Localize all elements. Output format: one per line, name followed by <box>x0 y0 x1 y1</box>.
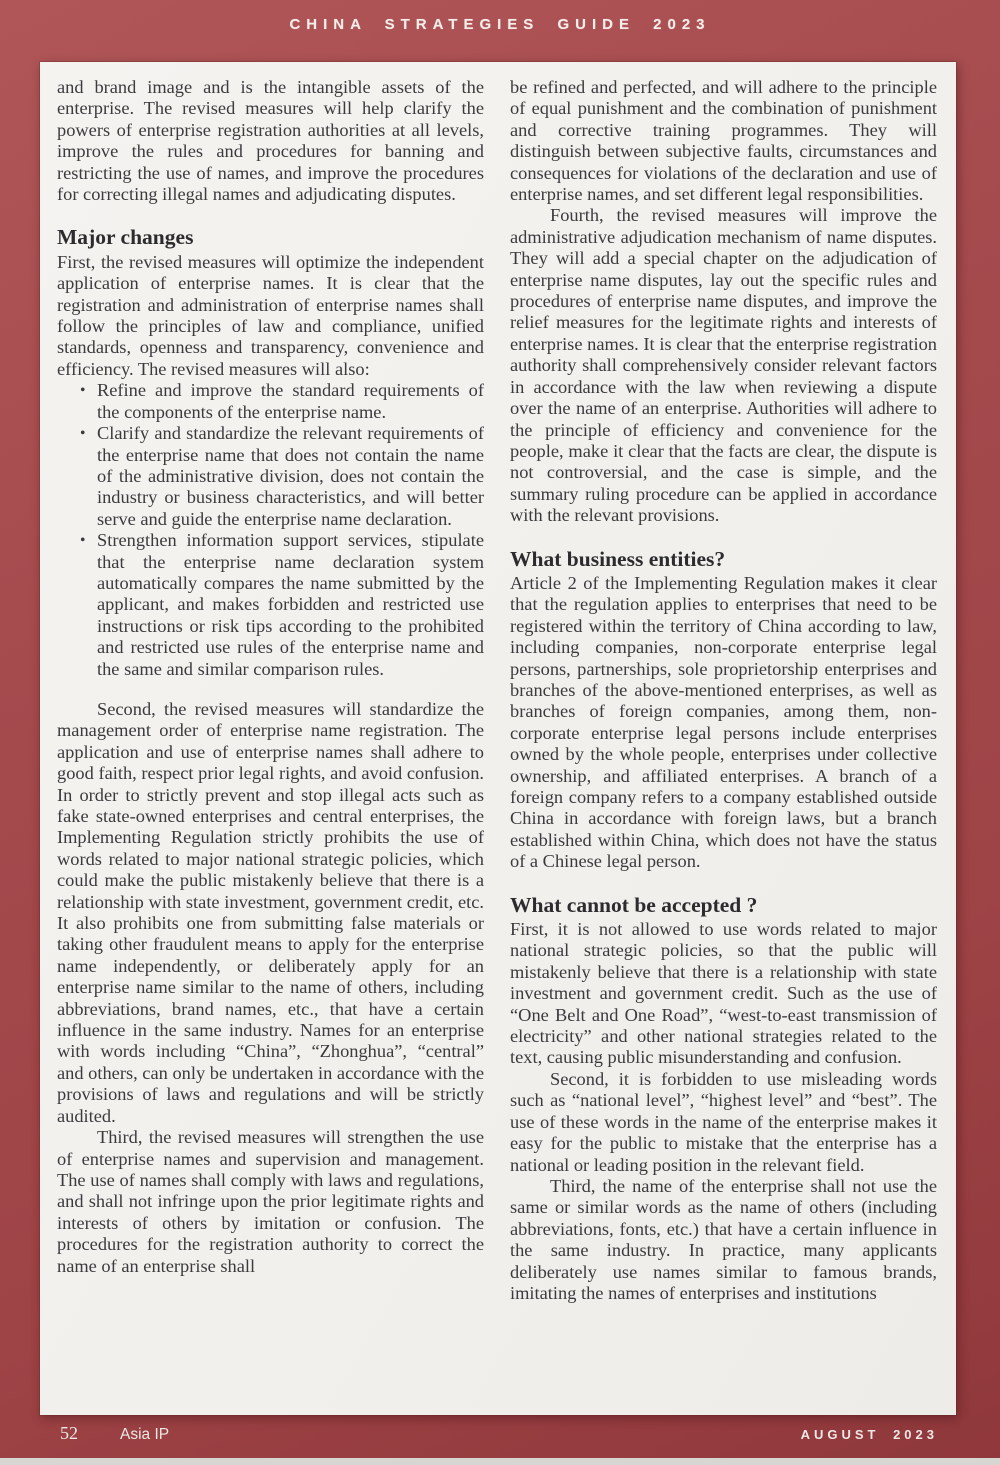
paragraph: be refined and perfected, and will adhere to the principle of equal punishment and the combination of punishment and corrective training programmes. They will distinguish between subjective faults, circumstances and consequences for violations of the declaration and use of enterprise names, and set different legal responsibilities. <box>510 77 937 205</box>
paragraph: Article 2 of the Implementing Regulation makes it clear that the regulation applies to enterprises that need to be registered within the territory of China according to law, including companies, non-corporate enterprise legal persons, partnerships, sole proprietorship enterprises and branches of the above-mentioned enterprises, as well as branches of foreign companies, among them, non-corporate enterprise legal persons include enterprises owned by the whole people, enterprises under collective ownership, and affiliated enterprises. A branch of a foreign company refers to a company established outside China in accordance with foreign laws, but a branch established within China, which does not have the status of a Chinese legal person. <box>510 572 937 872</box>
section-heading-major-changes: Major changes <box>57 225 194 250</box>
page-footer <box>0 1415 1000 1458</box>
scan-edge-strip <box>0 1458 1000 1465</box>
list-item <box>80 380 484 423</box>
issue-date: AUGUST 2023 <box>800 1427 938 1442</box>
footer-left-group <box>60 1423 169 1444</box>
paragraph: Third, the revised measures will strengthen the use of enterprise names and supervision and management. The use of names shall comply with laws and regulations, and shall not infringe upon the prior legitimate rights and interests of others by imitation or confusion. The procedures for the registration authority to correct the name of an enterprise shall <box>57 1127 484 1276</box>
bullet-icon: • <box>80 425 86 443</box>
list-item-text: Strengthen information support services, stipulate that the enterprise name declaration system automatically compares the name submitted by the applicant, and makes forbidden and restricted use instructions or risk tips according to the prohibited and restricted use rules of the enterprise name and the same and similar comparison rules. <box>97 530 484 679</box>
publication-name: Asia IP <box>120 1426 170 1443</box>
page-number: 52 <box>60 1423 78 1443</box>
paragraph: First, the revised measures will optimize the independent application of enterprise names. It is clear that the registration and administration of enterprise names shall follow the principles of law and compliance, unified standards, openness and transparency, convenience and efficiency. The revised measures will also: <box>57 251 484 379</box>
list-item-text: Refine and improve the standard requirements of the components of the enterprise name. <box>97 380 484 422</box>
article-content <box>57 77 941 1304</box>
bullet-icon: • <box>80 532 86 550</box>
list-item <box>80 530 484 680</box>
paragraph: Second, the revised measures will standardize the management order of enterprise name registration. The application and use of enterprise names shall adhere to good faith, respect prior legal rights, and avoid confusion. In order to strictly prevent and stop illegal acts such as fake state-owned enterprises and central enterprises, the Implementing Regulation strictly prohibits the use of words related to major national strategic policies, which could make the public mistakenly believe that there is a relationship with state investment, government credit, etc. It also prohibits one from submitting false materials or taking other fraudulent means to apply for the enterprise name independently, or deliberately apply for an enterprise name similar to the name of others, including abbreviations, brand names, etc., that have a certain influence in the same industry. Names for an enterprise with words including “China”, “Zhonghua”, “central” and others, can only be undertaken in accordance with the provisions of laws and regulations and will be strictly audited. <box>57 698 484 1126</box>
section-heading-cannot-be-accepted: What cannot be accepted ? <box>510 892 758 917</box>
section-heading-business-entities: What business entities? <box>510 546 726 571</box>
paragraph: Third, the name of the enterprise shall not use the same or similar words as the name of others (including abbreviations, fonts, etc.) that have a certain influence in the same industry. In practice, many applicants deliberately use names similar to famous brands, imitating the names of enterprises and institutions <box>510 1175 937 1303</box>
paragraph: Fourth, the revised measures will improve the administrative adjudication mechanism of name disputes. They will add a special chapter on the adjudication of enterprise name disputes, lay out the specific rules and procedures of enterprise name disputes, and improve the relief measures for the legitimate rights and interests of enterprise names. It is clear that the enterprise registration authority shall comprehensively consider relevant factors in accordance with the law when reviewing a dispute over the name of an enterprise. Authorities will adhere to the principle of efficiency and convenience for the people, make it clear that the facts are clear, the dispute is not controversial, and the case is simple, and the summary ruling procedure can be applied in accordance with the relevant provisions. <box>510 205 937 526</box>
list-item-text: Clarify and standardize the relevant requirements of the enterprise name that does not contain the name of the administrative division, does not contain the industry or business characteristics, and will better serve and guide the enterprise name declaration. <box>97 423 484 529</box>
article-paper <box>40 62 956 1415</box>
bullet-list <box>57 380 484 680</box>
list-item <box>80 423 484 530</box>
paragraph: Second, it is forbidden to use misleading words such as “national level”, “highest level” and “best”. The use of these words in the name of the enterprise makes it easy for the public to mistake that the enterprise has a national or leading position in the relevant field. <box>510 1068 937 1175</box>
bullet-icon: • <box>80 382 86 400</box>
page-header-banner-title: CHINA STRATEGIES GUIDE 2023 <box>289 16 711 33</box>
left-column <box>57 77 484 1304</box>
paragraph: First, it is not allowed to use words related to major national strategic policies, so that the public will mistakenly believe that there is a relationship with state investment and government credit. Such as the use of “One Belt and One Road”, “west-to-east transmission of electricity” and other national strategies related to the text, causing public misunderstanding and confusion. <box>510 919 937 1068</box>
paragraph: and brand image and is the intangible assets of the enterprise. The revised measures will help clarify the powers of enterprise registration authorities at all levels, improve the rules and procedures for banning and restricting the use of names, and improve the procedures for correcting illegal names and adjudicating disputes. <box>57 77 484 205</box>
right-column <box>510 77 937 1304</box>
